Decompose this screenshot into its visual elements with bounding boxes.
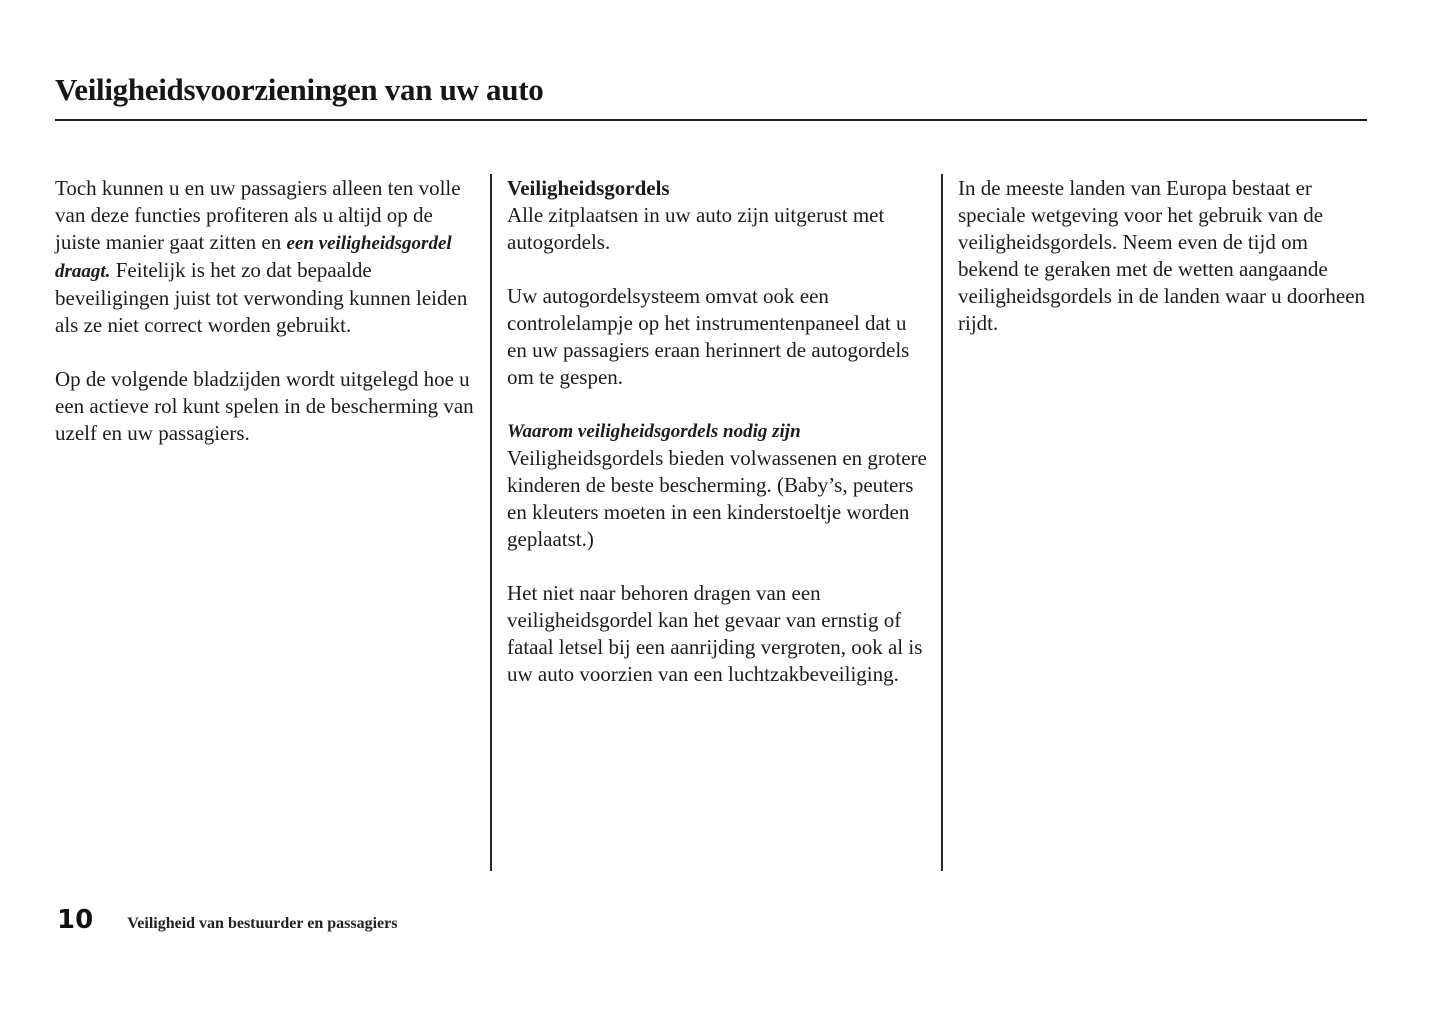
column-right <box>958 175 1373 364</box>
intro-paragraph <box>55 175 480 339</box>
reminder-paragraph: Uw autogordelsysteem omvat ook een controlelampje op het instrumentenpaneel dat u en uw passagiers eraan herinnert de autogordels om te gespen. <box>507 284 910 389</box>
title-rule <box>55 119 1367 121</box>
section-heading: Veiligheidsgordels <box>507 176 670 200</box>
column-middle <box>507 175 927 715</box>
seatbelt-emphasis: een veiligheidsgordel draagt. <box>55 233 452 282</box>
column-divider-1 <box>490 174 492 871</box>
page-number: 10 <box>57 905 94 935</box>
warning-paragraph: Het niet naar behoren dragen van een veiligheidsgordel kan het gevaar van ernstig of fataal letsel bij een aanrijding vergroten, ook al is uw auto voorzien van een luchtzakbeveiliging. <box>507 581 923 686</box>
why-section <box>507 418 927 553</box>
footer-section-title: Veiligheid van bestuurder en passagiers <box>127 915 398 932</box>
column-left <box>55 175 480 474</box>
legislation-paragraph: In de meeste landen van Europa bestaat er speciale wetgeving voor het gebruik van de veiligheidsgordels. Neem even de tijd om bekend te geraken met de wetten aangaande veiligheidsgordels in de landen waar u doorheen rijdt. <box>958 176 1366 335</box>
explanation-paragraph: Op de volgende bladzijden wordt uitgelegd hoe u een actieve rol kunt spelen in de bescherming van uzelf en uw passagiers. <box>55 367 474 445</box>
seatbelt-intro: Alle zitplaatsen in uw auto zijn uitgerust met autogordels. <box>507 203 885 254</box>
column-divider-2 <box>941 174 943 871</box>
page-footer <box>57 905 397 935</box>
intro-text-end: Feitelijk is het zo dat bepaalde beveiligingen juist tot verwonding kunnen leiden als ze niet correct worden gebruikt. <box>55 258 468 337</box>
section-subheading: Waarom veiligheidsgordels nodig zijn <box>507 421 801 442</box>
page-title: Veiligheidsvoorzieningen van uw auto <box>55 72 544 107</box>
protection-text: Veiligheidsgordels bieden volwassenen en grotere kinderen de beste bescherming. (Baby’s, peuters en kleuters moeten in een kinderstoeltje worden geplaatst.) <box>507 446 927 551</box>
seatbelt-section <box>507 175 927 256</box>
intro-text-start: Toch kunnen u en uw passagiers alleen ten volle van deze functies profiteren als u altijd op de juiste manier gaat zitten en <box>55 176 461 254</box>
